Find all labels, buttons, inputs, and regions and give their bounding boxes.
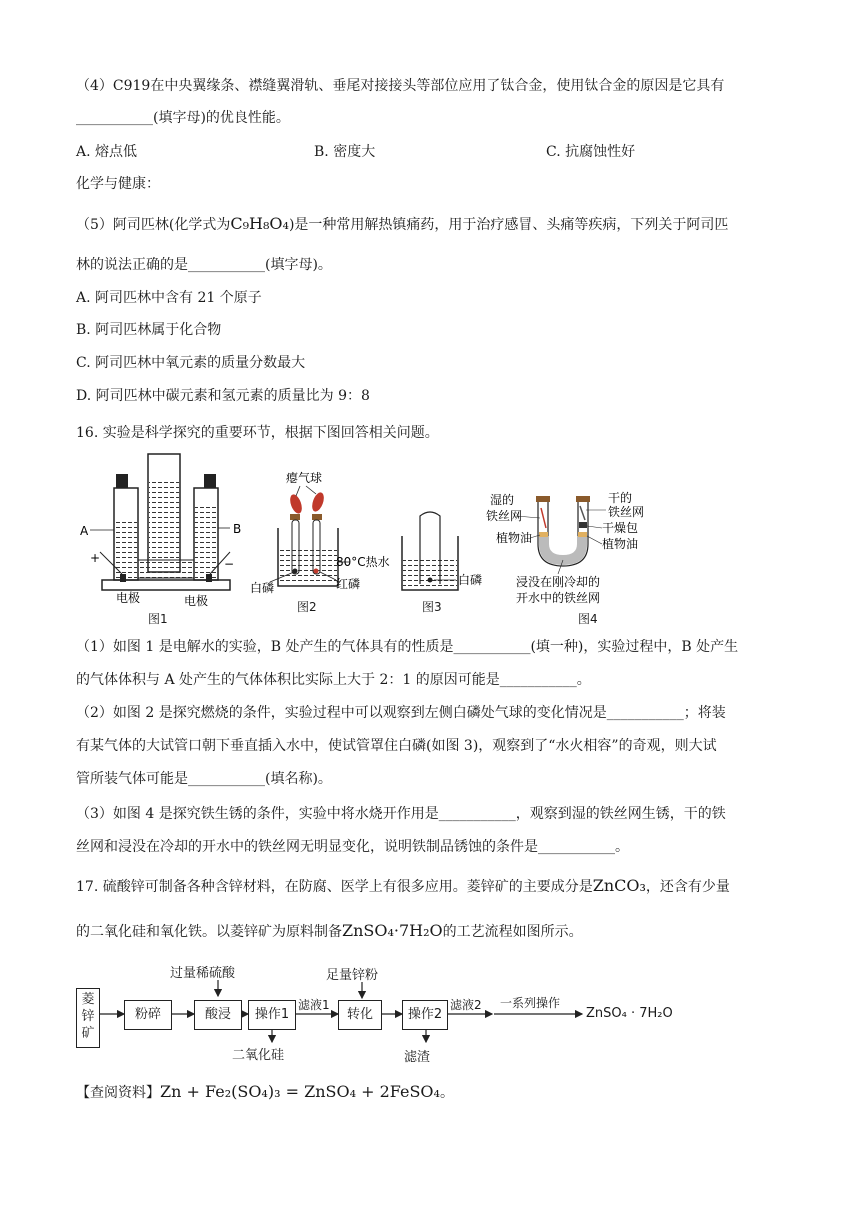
q15-p5-option-c: C. 阿司匹林中氧元素的质量分数最大	[76, 355, 306, 371]
fig4-oil-left: 植物油	[496, 531, 533, 545]
q17-line1-b: ，还含有少量	[645, 879, 730, 895]
fig4-wet-mesh-1: 湿的	[490, 493, 515, 507]
ref-end: 。	[439, 1085, 454, 1101]
ref-label: 【查阅资料】	[76, 1085, 160, 1101]
q17-reference	[76, 1082, 454, 1103]
figure-3-underwater-phosphorus	[396, 508, 486, 592]
fig4-oil-right: 植物油	[602, 537, 639, 551]
fig4-desiccant: 干燥包	[602, 521, 639, 535]
q17-line1-formula: ZnCO₃	[592, 876, 646, 895]
q15-p5-formula: C₉H₈O₄	[230, 214, 289, 233]
flow-crush-box: 粉碎	[124, 1000, 172, 1030]
flow-residue: 滤渣	[404, 1050, 431, 1065]
fig2-caption: 图2	[297, 600, 317, 614]
fig1-electrode-right: 电极	[184, 594, 209, 608]
flow-series-ops: 一系列操作	[500, 996, 561, 1010]
q15-p5-option-b: B. 阿司匹林属于化合物	[76, 322, 222, 338]
q16-p1-line1: （1）如图 1 是电解水的实验，B 处产生的气体具有的性质是___________(填一种)，实验过程中，B 处产生	[76, 639, 739, 655]
section-health: 化学与健康：	[76, 176, 160, 192]
q15-p4-option-c: C. 抗腐蚀性好	[546, 144, 636, 160]
fig3-caption: 图3	[422, 600, 442, 614]
fig4-dry-mesh-2: 铁丝网	[608, 505, 645, 519]
q15-p5-option-a: A. 阿司匹林中含有 21 个原子	[76, 290, 262, 306]
ref-equation: Zn + Fe₂(SO₄)₃ = ZnSO₄ + 2FeSO₄	[160, 1082, 440, 1101]
flow-reagent-acid: 过量稀硫酸	[170, 966, 236, 981]
fig1-caption: 图1	[148, 612, 168, 626]
q15-p5-line2: 林的说法正确的是___________(填字母)。	[76, 257, 332, 273]
fig3-white-p: 白磷	[458, 573, 483, 587]
q17-line1	[76, 876, 730, 897]
q15-p5-line1-b: )是一种常用解热镇痛药，用于治疗感冒、头痛等疾病，下列关于阿司匹	[288, 217, 729, 233]
q17-line2-b: 的工艺流程如图所示。	[442, 924, 583, 940]
flow-product: ZnSO₄ · 7H₂O	[586, 1006, 673, 1021]
flow-convert-box: 转化	[338, 1000, 382, 1030]
q17-line2-formula: ZnSO₄·7H₂O	[342, 921, 443, 940]
q17-line2-a: 的二氧化硅和氧化铁。以菱锌矿为原料制备	[76, 924, 342, 940]
fig2-white-p: 白磷	[250, 581, 275, 595]
figure-4-rusting	[486, 488, 666, 612]
fig4-wet-mesh-2: 铁丝网	[486, 509, 523, 523]
flow-acid-leach-box: 酸浸	[194, 1000, 242, 1030]
q15-p5-line1-a: （5）阿司匹林(化学式为	[76, 217, 231, 233]
q16-p2-line3: 管所装气体可能是___________(填名称)。	[76, 771, 332, 787]
flow-byproduct-sio2: 二氧化硅	[232, 1048, 285, 1063]
fig2-hot-water: 80°C热水	[336, 555, 390, 569]
fig1-plus: +	[90, 551, 101, 565]
q16-stem: 16. 实验是科学探究的重要环节，根据下图回答相关问题。	[76, 425, 439, 441]
flow-op2-box: 操作2	[402, 1000, 448, 1030]
flow-op1-box: 操作1	[248, 1000, 296, 1030]
q16-p1-line2: 的气体体积与 A 处产生的气体体积比实际上大于 2：1 的原因可能是___________。	[76, 672, 591, 688]
q16-p3-line2: 丝网和浸没在冷却的开水中的铁丝网无明显变化，说明铁制品锈蚀的条件是___________。	[76, 839, 629, 855]
q15-p4-line2: ___________(填字母)的优良性能。	[76, 110, 290, 126]
flow-reagent-zn: 足量锌粉	[326, 968, 379, 983]
fig1-label-b: B	[233, 522, 242, 536]
q16-p2-line1: （2）如图 2 是探究燃烧的条件，实验过程中可以观察到左侧白磷处气球的变化情况是___________；将装	[76, 705, 726, 721]
q17-line1-a: 17. 硫酸锌可制备各种含锌材料，在防腐、医学上有很多应用。菱锌矿的主要成分是	[76, 879, 593, 895]
figure-2-combustion	[250, 468, 390, 598]
flow-filtrate1: 滤液1	[298, 998, 330, 1012]
fig4-note-1: 浸没在刚冷却的	[516, 575, 601, 589]
fig2-balloon-label: 瘪气球	[286, 471, 323, 485]
q16-p3-line1: （3）如图 4 是探究铁生锈的条件，实验中将水烧开作用是___________，观察到湿的铁丝网生锈，干的铁	[76, 806, 726, 822]
q15-p4-option-a: A. 熔点低	[76, 144, 138, 160]
fig1-label-a: A	[80, 524, 89, 538]
q17-line2	[76, 921, 583, 942]
q15-p4-option-b: B. 密度大	[314, 144, 376, 160]
fig4-dry-mesh-1: 干的	[608, 491, 633, 505]
q15-p5-line1	[76, 214, 728, 235]
figure-1-electrolysis	[80, 450, 250, 610]
fig4-note-2: 开水中的铁丝网	[516, 591, 601, 605]
q15-p5-option-d: D. 阿司匹林中碳元素和氢元素的质量比为 9：8	[76, 388, 370, 404]
flow-ore-box: 菱锌矿	[76, 988, 100, 1048]
q15-p4-line1: （4）C919在中央翼缘条、襟缝翼滑轨、垂尾对接接头等部位应用了钛合金，使用钛合金的原因是它具有	[76, 78, 725, 94]
flow-filtrate2: 滤液2	[450, 998, 482, 1012]
fig4-caption: 图4	[578, 612, 598, 626]
fig2-red-p: 红磷	[336, 577, 361, 591]
q16-p2-line2: 有某气体的大试管口朝下垂直插入水中，使试管罩住白磷(如图 3)，观察到了“水火相容”的奇观，则大试	[76, 738, 717, 754]
fig1-electrode-left: 电极	[116, 591, 141, 605]
fig1-minus: −	[224, 557, 235, 571]
